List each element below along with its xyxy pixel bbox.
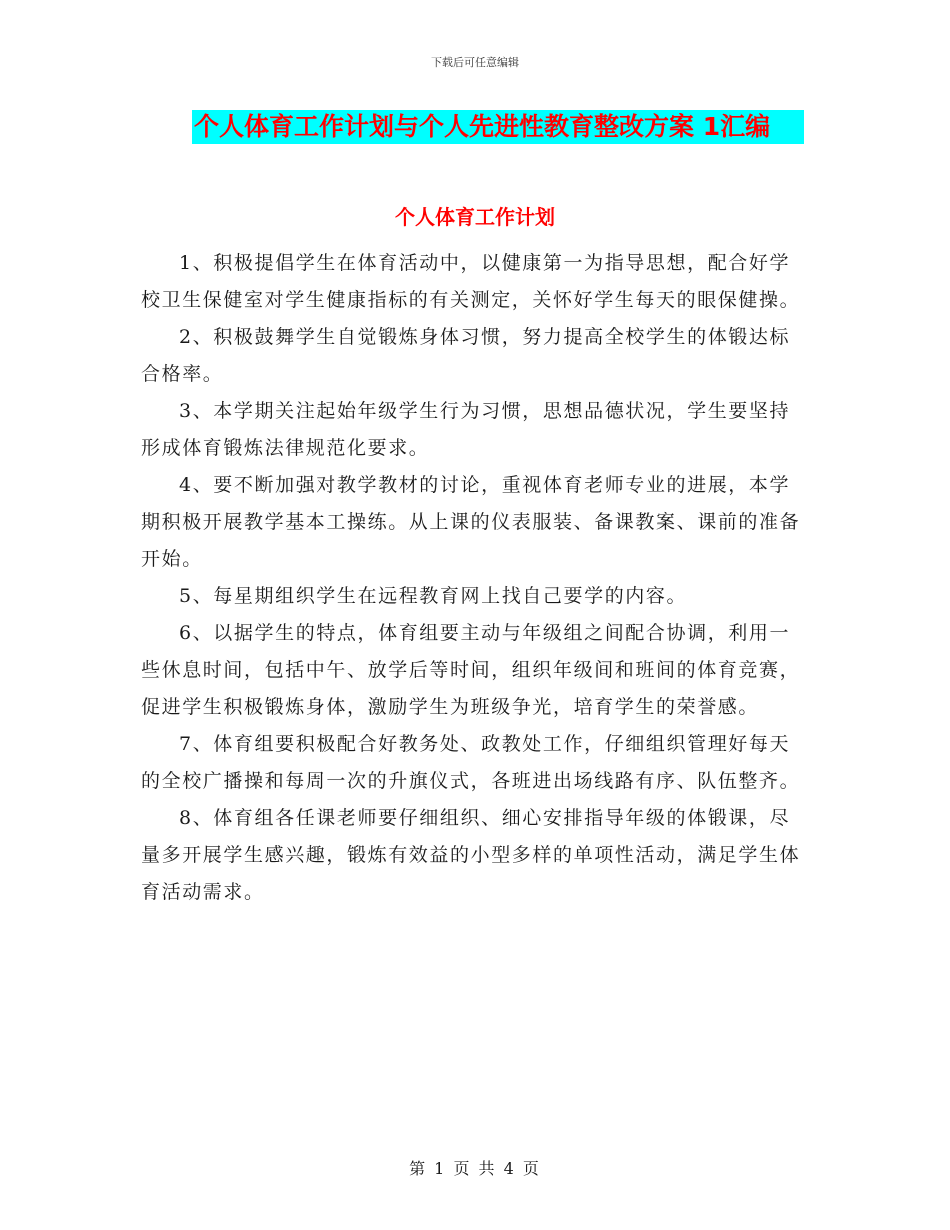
paragraph-2: 2、积极鼓舞学生自觉锻炼身体习惯，努力提高全校学生的体锻达标合格率。	[141, 326, 791, 385]
paragraph-8: 8、体育组各任课老师要仔细组织、细心安排指导年级的体锻课，尽量多开展学生感兴趣，锻炼有效益的小型多样的单项性活动，满足学生体育活动需求。	[141, 807, 801, 903]
paragraph-3: 3、本学期关注起始年级学生行为习惯，思想品德状况，学生要坚持形成体育锻炼法律规范化要求。	[141, 400, 791, 459]
paragraph-1: 1、积极提倡学生在体育活动中，以健康第一为指导思想，配合好学校卫生保健室对学生健康指标的有关测定，关怀好学生每天的眼保健操。	[141, 252, 801, 311]
document-title-highlight	[192, 110, 804, 144]
document-body	[141, 245, 809, 911]
header-note: 下载后可任意编辑	[431, 56, 519, 69]
paragraph-4: 4、要不断加强对教学教材的讨论，重视体育老师专业的进展，本学期积极开展教学基本工操练。从上课的仪表服装、备课教案、课前的准备开始。	[141, 474, 801, 570]
section-title: 个人体育工作计划	[395, 205, 555, 229]
paragraph-6: 6、以据学生的特点，体育组要主动与年级组之间配合协调，利用一些休息时间，包括中午、放学后等时间，组织年级间和班间的体育竞赛，促进学生积极锻炼身体，激励学生为班级争光，培育学生的荣誉感。	[141, 622, 801, 718]
paragraph-7: 7、体育组要积极配合好教务处、政教处工作，仔细组织管理好每天的全校广播操和每周一次的升旗仪式，各班进出场线路有序、队伍整齐。	[141, 733, 801, 792]
paragraph-5: 5、每星期组织学生在远程教育网上找自己要学的内容。	[179, 585, 688, 607]
page-number-footer: 第 1 页 共 4 页	[409, 1159, 541, 1178]
document-title: 个人体育工作计划与个人先进性教育整改方案 1汇编	[194, 112, 771, 141]
